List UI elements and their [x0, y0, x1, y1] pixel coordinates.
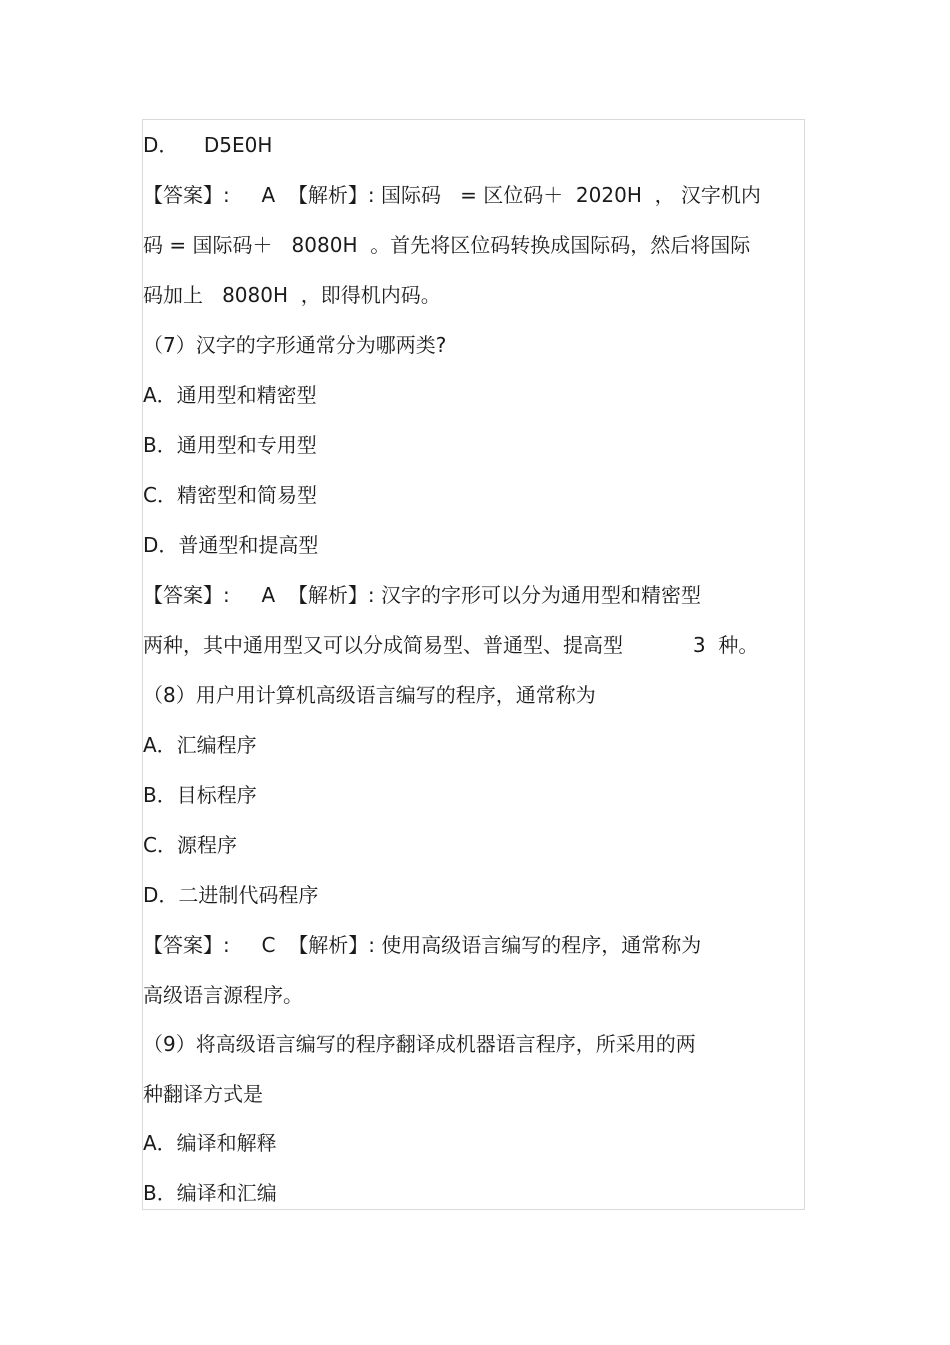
- option-d-line: D．二进制代码程序: [143, 883, 319, 907]
- answer-line: 【答案】: A 【解析】: 国际码 = 区位码＋ 2020H ， 汉字机内: [143, 183, 761, 207]
- question-line: （7）汉字的字形通常分为哪两类?: [143, 333, 447, 357]
- option-d-line: D． D5E0H: [143, 133, 273, 157]
- option-b-line: B．编译和汇编: [143, 1181, 277, 1205]
- explanation-line: 码加上 8080H ，即得机内码。: [143, 283, 441, 307]
- explanation-line: 码 = 国际码＋ 8080H 。首先将区位码转换成国际码，然后将国际: [143, 233, 751, 257]
- question-line: （8）用户用计算机高级语言编写的程序，通常称为: [143, 683, 596, 707]
- option-a-line: A．编译和解释: [143, 1131, 277, 1155]
- option-a-line: A．汇编程序: [143, 733, 257, 757]
- question-line: （9）将高级语言编写的程序翻译成机器语言程序，所采用的两: [143, 1032, 696, 1056]
- option-c-line: C．源程序: [143, 833, 237, 857]
- explanation-line: 高级语言源程序。: [143, 983, 303, 1007]
- option-b-line: B．通用型和专用型: [143, 433, 317, 457]
- option-b-line: B．目标程序: [143, 783, 257, 807]
- option-a-line: A．通用型和精密型: [143, 383, 317, 407]
- answer-line: 【答案】: C 【解析】: 使用高级语言编写的程序，通常称为: [143, 933, 702, 957]
- option-d-line: D．普通型和提高型: [143, 533, 319, 557]
- explanation-line: 两种，其中通用型又可以分成简易型、普通型、提高型 3 种。: [143, 633, 759, 657]
- answer-line: 【答案】: A 【解析】: 汉字的字形可以分为通用型和精密型: [143, 583, 702, 607]
- option-c-line: C．精密型和简易型: [143, 483, 317, 507]
- question-line: 种翻译方式是: [143, 1082, 263, 1106]
